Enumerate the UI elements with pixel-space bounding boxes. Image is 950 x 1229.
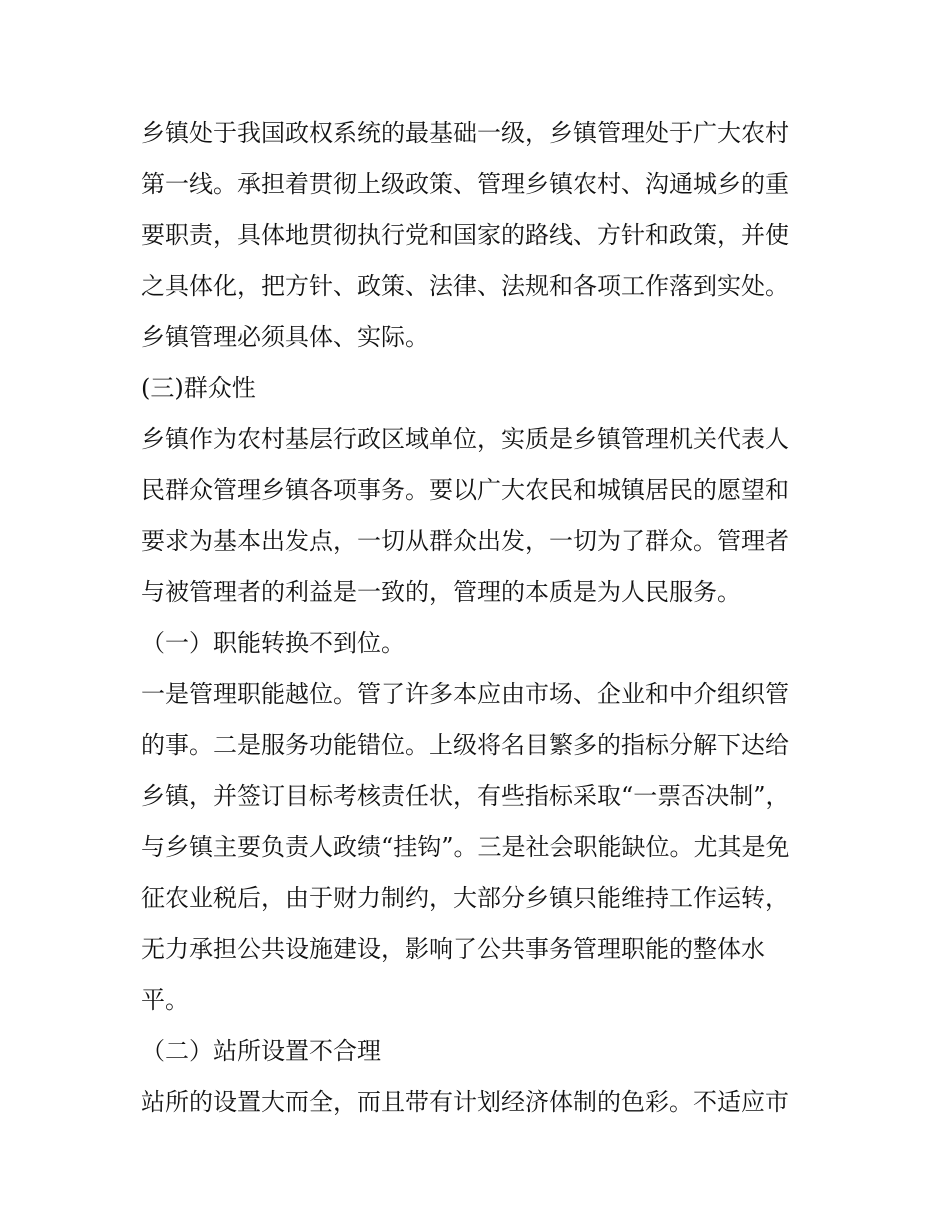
body-line: 站所的设置大而全，而且带有计划经济体制的色彩。不适应市 <box>141 1088 789 1116</box>
body-line: 无力承担公共设施建设，影响了公共事务管理职能的整体水 <box>141 935 765 963</box>
body-line: 乡镇，并签订目标考核责任状，有些指标采取“一票否决制”， <box>141 782 790 810</box>
body-line: 的事。二是服务功能错位。上级将名目繁多的指标分解下达给 <box>141 731 789 759</box>
body-line: 乡镇管理必须具体、实际。 <box>141 323 429 351</box>
body-line: 一是管理职能越位。管了许多本应由市场、企业和中介组织管 <box>141 680 789 708</box>
section-heading-2: （二）站所设置不合理 <box>141 1037 381 1065</box>
body-line: 要职责，具体地贯彻执行党和国家的路线、方针和政策，并使 <box>141 221 789 249</box>
body-line: 之具体化，把方针、政策、法律、法规和各项工作落到实处。 <box>141 272 789 300</box>
body-line: 征农业税后，由于财力制约，大部分乡镇只能维持工作运转， <box>141 884 789 912</box>
body-line: 与乡镇主要负责人政绩“挂钩”。三是社会职能缺位。尤其是免 <box>141 833 790 861</box>
section-heading-3: (三)群众性 <box>141 374 256 402</box>
document-body <box>141 108 821 1128</box>
body-line: 第一线。承担着贯彻上级政策、管理乡镇农村、沟通城乡的重 <box>141 170 789 198</box>
body-line: 要求为基本出发点，一切从群众出发，一切为了群众。管理者 <box>141 527 789 555</box>
body-line: 乡镇作为农村基层行政区域单位，实质是乡镇管理机关代表人 <box>141 425 789 453</box>
body-line: 平。 <box>141 986 189 1014</box>
body-line: 乡镇处于我国政权系统的最基础一级，乡镇管理处于广大农村 <box>141 119 789 147</box>
body-line: 民群众管理乡镇各项事务。要以广大农民和城镇居民的愿望和 <box>141 476 789 504</box>
body-line: 与被管理者的利益是一致的，管理的本质是为人民服务。 <box>141 578 741 606</box>
section-heading-1: （一）职能转换不到位。 <box>141 629 405 657</box>
